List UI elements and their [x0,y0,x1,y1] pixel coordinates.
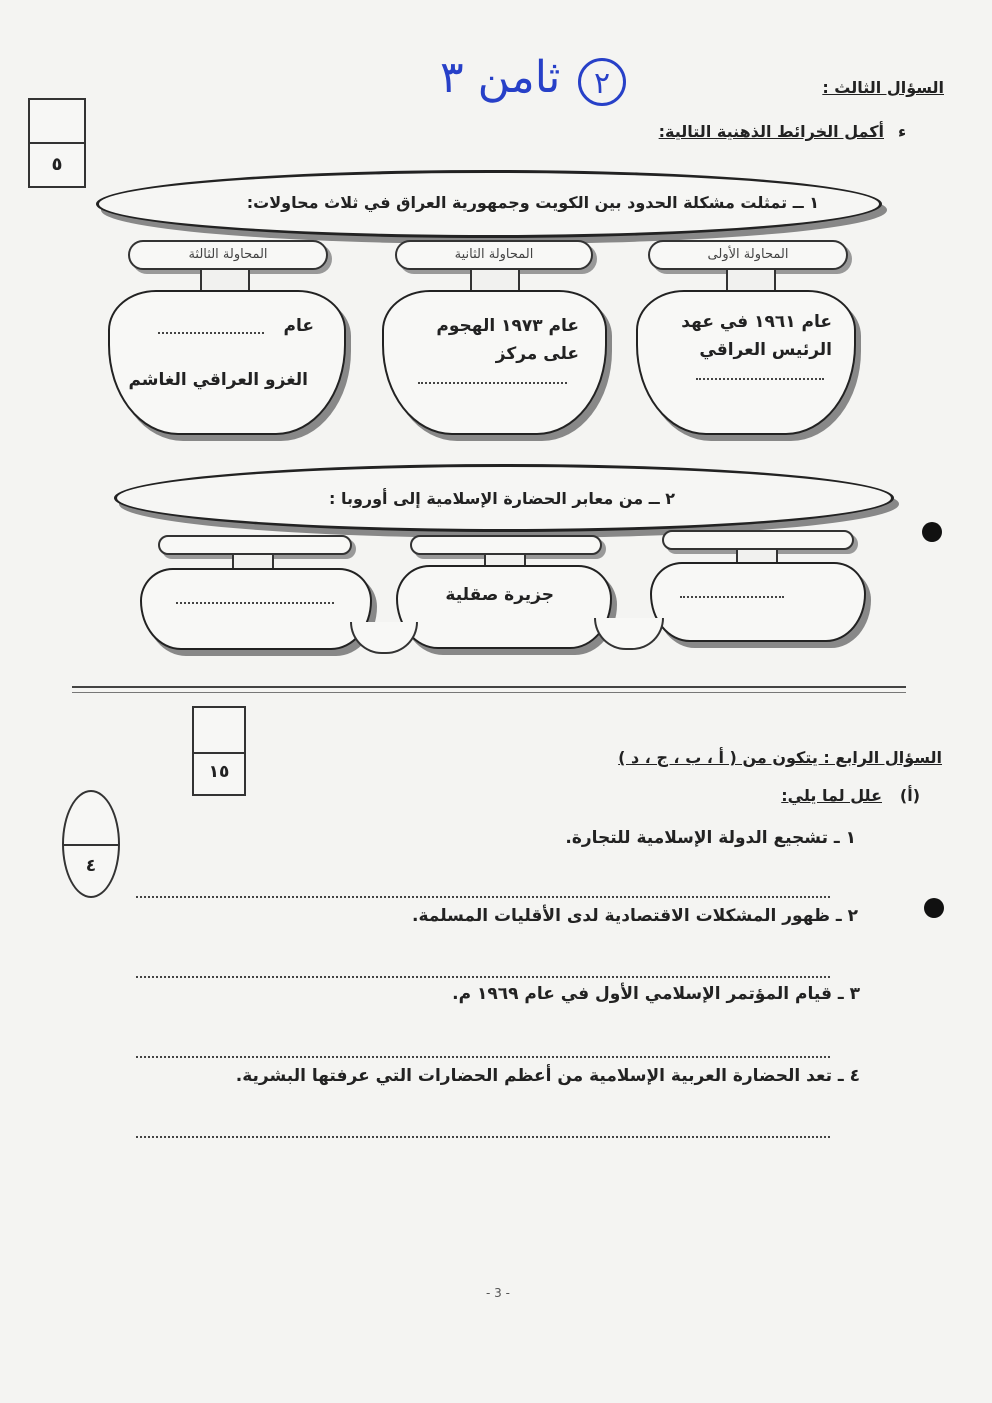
connector [232,555,274,569]
q4-answer-line-2[interactable] [136,976,830,978]
map2-box-1 [650,562,866,642]
circled-page-number: ٢ [578,58,626,106]
map2-box-2 [396,565,612,649]
q4-item-4: ٤ ـ تعد الحضارة العربية الإسلامية من أعظم الحضارات التي عرفتها البشرية. [235,1066,860,1086]
map2-link-right [594,618,664,650]
q4-item-1: ١ ـ تشجيع الدولة الإسلامية للتجارة. [565,828,856,848]
map2-middle-text: جزيرة صقلية [445,585,554,605]
question-4-title: السؤال الرابع : يتكون من ( أ ، ب ، ج ، د ) [618,748,942,767]
part-a-score: ٤ [85,856,97,876]
map1-box-1 [636,290,856,435]
map2-header-1 [662,530,854,550]
box1-line2: الرئيس العراقي [699,340,832,360]
map1-header-3: المحاولة الثالثة [128,240,328,270]
map1-header-2: المحاولة الثانية [395,240,593,270]
answer-line[interactable] [176,602,334,604]
instruction-mark: ء [898,122,907,141]
answer-line[interactable] [158,332,264,334]
connector [200,270,250,292]
box3-line2: الغزو العراقي الغاشم [128,370,308,390]
page-number: - 3 - [486,1286,510,1300]
q4-item-3: ٣ ـ قيام المؤتمر الإسلامي الأول في عام ١٩٦٩ م. [452,984,860,1004]
connector [470,270,520,292]
box2-line2: على مركز [495,344,579,364]
box1-line1: عام ١٩٦١ في عهد [681,312,832,332]
section-divider [72,686,906,688]
q3-instruction: أكمل الخرائط الذهنية التالية: [658,122,884,141]
q4-answer-line-1[interactable] [136,896,830,898]
bullet-dot [924,898,944,918]
q4-answer-line-4[interactable] [136,1136,830,1138]
q3-score: ٥ [51,154,63,175]
map2-prompt-oval [114,464,894,532]
map2-header-3 [158,535,352,555]
section-divider-thin [72,692,906,693]
grade-handwritten: ثامن ٣ [440,52,561,103]
q4-part-label: (أ) [899,786,920,805]
map1-prompt: ١ ــ تمثلت مشكلة الحدود بين الكويت وجمهورية العراق في ثلاث محاولات: [246,193,819,212]
map1-box-3 [108,290,346,435]
map2-link-left [350,622,418,654]
map2-box-3 [140,568,372,650]
box3-line1: عام [283,316,314,336]
box2-line1: عام ١٩٧٣ الهجوم [436,316,579,336]
q4-score-box [192,706,246,796]
bullet-dot [922,522,942,542]
map2-header-2 [410,535,602,555]
q4-item-2: ٢ ـ ظهور المشكلات الاقتصادية لدى الأقليات المسلمة. [412,906,858,926]
connector [726,270,776,292]
map1-prompt-oval [96,170,882,238]
answer-line[interactable] [418,382,567,384]
q4-answer-line-3[interactable] [136,1056,830,1058]
part-a-score-oval [62,790,120,898]
q3-score-box [28,98,86,188]
map2-prompt: ٢ ــ من معابر الحضارة الإسلامية إلى أوروبا : [328,489,675,508]
map1-header-1: المحاولة الأولى [648,240,848,270]
question-3-title: السؤال الثالث : [822,78,944,97]
answer-line[interactable] [680,596,784,598]
map1-box-2 [382,290,607,435]
q4-part-instruction: علل لما يلي: [781,786,882,805]
answer-line[interactable] [696,378,824,380]
q4-score: ١٥ [208,762,230,782]
